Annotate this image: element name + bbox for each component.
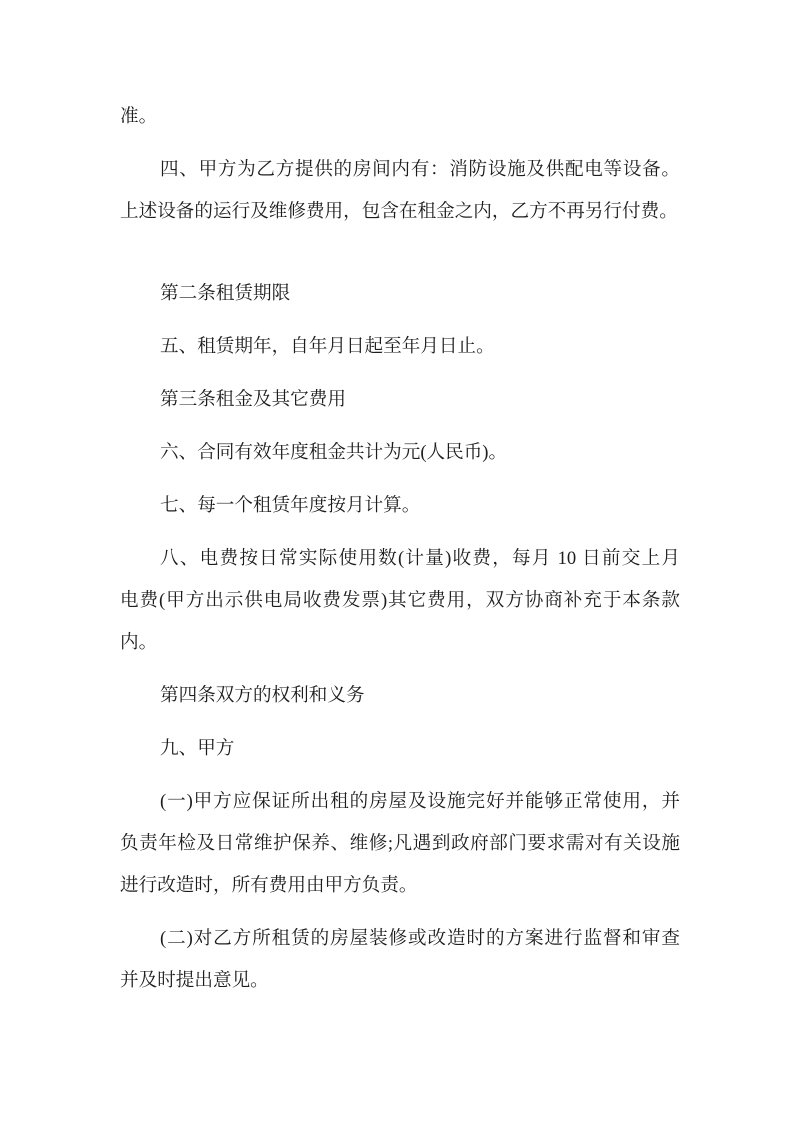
heading-article-3: [120, 379, 680, 421]
clause-9-item-1: [120, 781, 680, 907]
contract-body: [120, 96, 680, 1002]
doc-line: 上述设备的运行及维修费用，包含在租金之内，乙方不再另行付费。: [120, 201, 678, 222]
clause-6: [120, 432, 680, 474]
clause-7: [120, 485, 680, 527]
clause-9-item-2: [120, 918, 680, 1002]
doc-line: 八、电费按日常实际使用数(计量)收费，每月 10 日前交上月: [160, 548, 680, 569]
clause-8: [120, 538, 680, 664]
doc-line: 准。: [120, 106, 158, 127]
doc-line: 第三条租金及其它费用: [160, 389, 346, 410]
clause-3-continuation: [120, 96, 680, 138]
heading-article-2: [120, 273, 680, 315]
doc-line: 九、甲方: [160, 738, 235, 759]
doc-line: 四、甲方为乙方提供的房间内有：消防设施及供配电等设备。: [160, 159, 680, 180]
clause-4: [120, 149, 680, 233]
doc-line: 第二条租赁期限: [160, 283, 291, 304]
clause-5: [120, 326, 680, 368]
doc-line: 负责年检及日常维护保养、维修;凡遇到政府部门要求需对有关设施: [120, 833, 680, 854]
doc-line: 并及时提出意见。: [120, 970, 269, 991]
doc-line: 内。: [120, 632, 158, 653]
doc-line: 电费(甲方出示供电局收费发票)其它费用，双方协商补充于本条款: [120, 590, 680, 611]
doc-line: 六、合同有效年度租金共计为元(人民币)。: [160, 442, 508, 463]
doc-line: 第四条双方的权利和义务: [160, 685, 365, 706]
doc-line: 进行改造时，所有费用由甲方负责。: [120, 875, 418, 896]
heading-article-4: [120, 675, 680, 717]
doc-line: (二)对乙方所租赁的房屋装修或改造时的方案进行监督和审查: [160, 928, 680, 949]
clause-9: [120, 728, 680, 770]
doc-line: (一)甲方应保证所出租的房屋及设施完好并能够正常使用，并: [160, 791, 680, 812]
doc-line: 五、租赁期年，自年月日起至年月日止。: [160, 336, 495, 357]
doc-line: 七、每一个租赁年度按月计算。: [160, 495, 421, 516]
